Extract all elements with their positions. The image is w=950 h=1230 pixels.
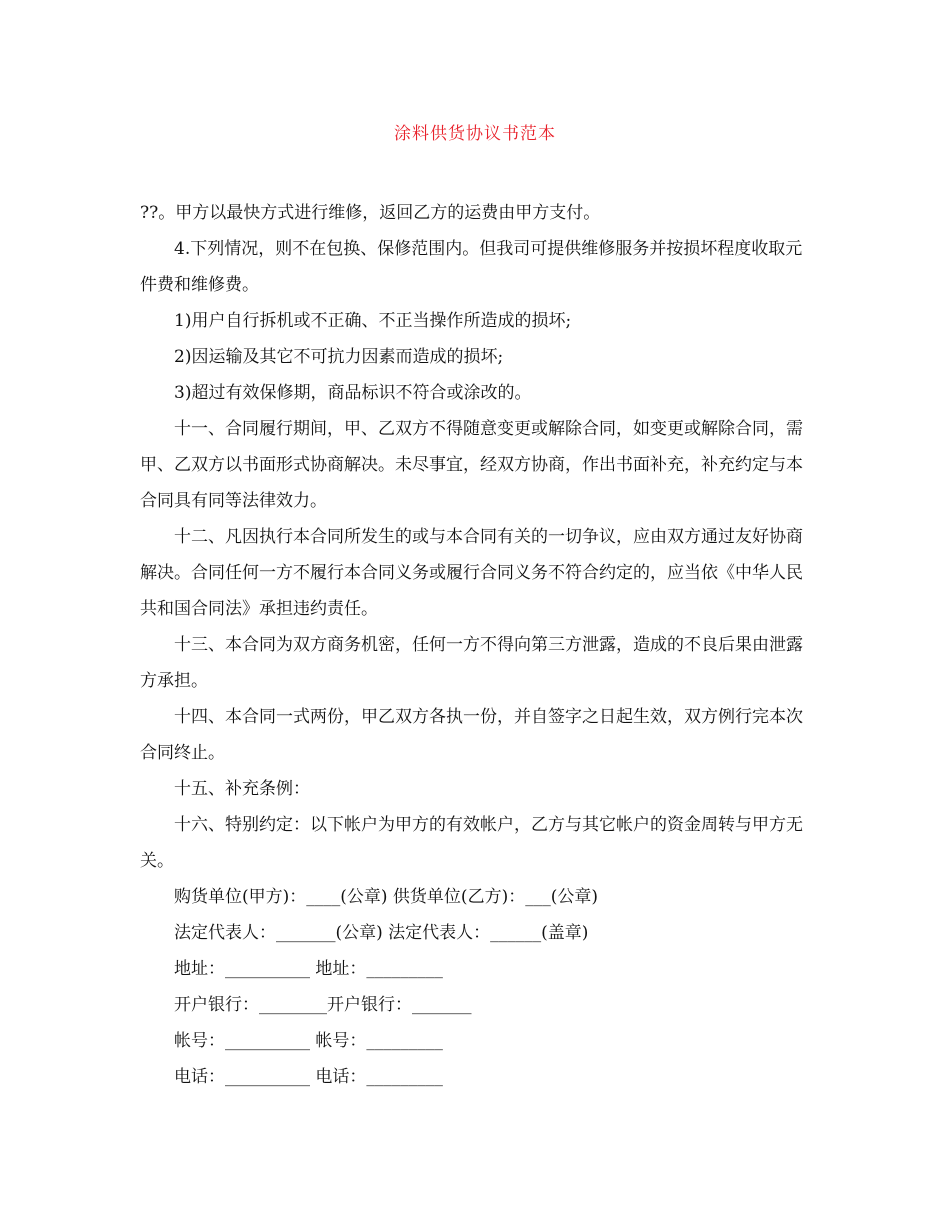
paragraph-3: 2)因运输及其它不可抗力因素而造成的损坏; (174, 347, 504, 367)
signature-line-address: 地址：__________ 地址：_________ (174, 959, 443, 979)
paragraph-2: 1)用户自行拆机或不正确、不正当操作所造成的损坏; (174, 311, 572, 331)
signature-line-purchaser: 购货单位(甲方)：____(公章) 供货单位(乙方)：___(公章) (174, 887, 598, 907)
paragraph-4: 3)超过有效保修期，商品标识不符合或涂改的。 (174, 383, 532, 403)
document-title: 涂料供货协议书范本 (394, 124, 556, 144)
signature-line-account: 帐号：__________ 帐号：_________ (174, 1031, 443, 1051)
paragraph-0: ??。甲方以最快方式进行维修，返回乙方的运费由甲方支付。 (140, 203, 601, 223)
paragraph-5: 十一、合同履行期间，甲、乙双方不得随意变更或解除合同，如变更或解除合同，需甲、乙双方以书面形式协商解决。未尽事宜，经双方协商，作出书面补充，补充约定与本合同具有同等法律效力。 (140, 419, 803, 511)
signature-line-phone: 电话：__________ 电话：_________ (174, 1067, 443, 1087)
paragraph-8: 十四、本合同一式两份，甲乙双方各执一份，并自签字之日起生效，双方例行完本次合同终止。 (140, 707, 803, 763)
document-body (140, 195, 812, 1095)
paragraph-10: 十六、特别约定：以下帐户为甲方的有效帐户，乙方与其它帐户的资金周转与甲方无关。 (140, 815, 803, 871)
paragraph-6: 十二、凡因执行本合同所发生的或与本合同有关的一切争议，应由双方通过友好协商解决。合同任何一方不履行本合同义务或履行合同义务不符合约定的，应当依《中华人民共和国合同法》承担违约责任。 (140, 527, 803, 619)
signature-line-representative: 法定代表人：_______(公章) 法定代表人：______(盖章) (174, 923, 589, 943)
paragraph-9: 十五、补充条例： (174, 779, 310, 799)
paragraph-1: 4.下列情况，则不在包换、保修范围内。但我司可提供维修服务并按损坏程度收取元件费和维修费。 (140, 239, 803, 295)
paragraph-7: 十三、本合同为双方商务机密，任何一方不得向第三方泄露，造成的不良后果由泄露方承担。 (140, 635, 803, 691)
signature-line-bank: 开户银行：________开户银行：_______ (174, 995, 472, 1015)
